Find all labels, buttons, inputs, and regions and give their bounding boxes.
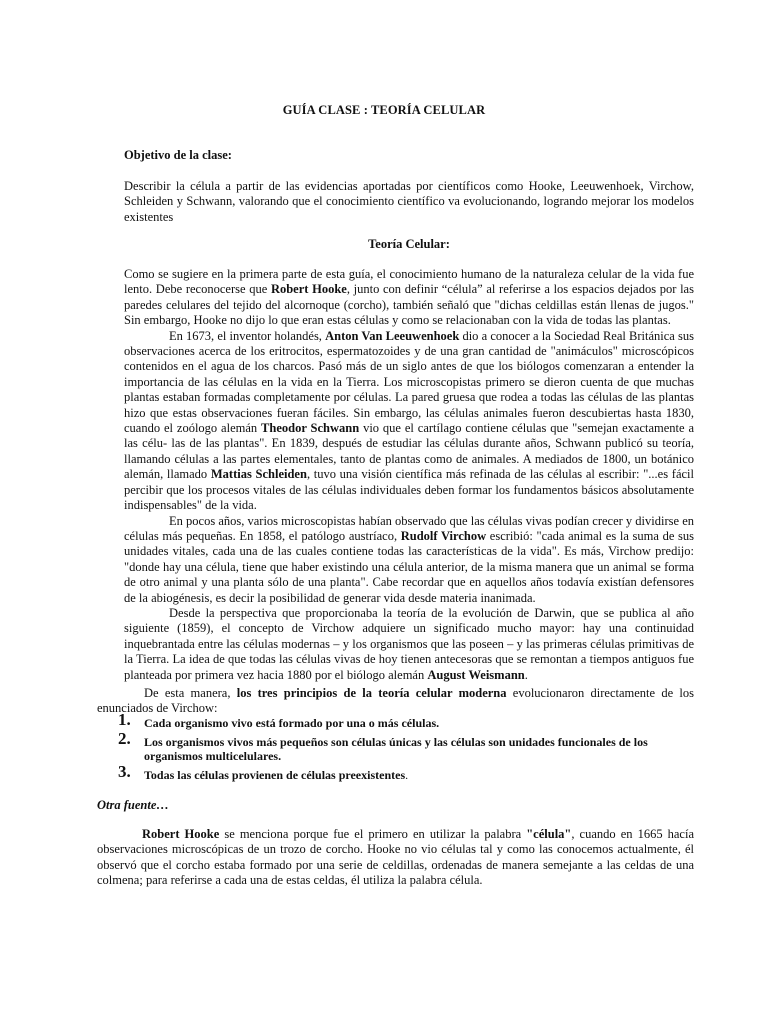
name-schwann: Theodor Schwann [261, 421, 360, 436]
text-span: dio a conocer a la Sociedad Real Británica sus observaciones acerca de los eritrocitos, espermatozoides y de una gran cantidad de "animáculos" microscópicos contenidos en el agua de los charcos. Pasó más de un siglo antes de que los biólogos comenzaran a entender la importancia de las células en la vida en la Tierra. Los microscopistas primero se dieron cuenta de que muchas plantas estaban formadas completamente por células. La pared gruesa que rodea a todas las células de las plantas hizo que estas observaciones fueran fáciles. Sin embargo, las células animales fueron descubiertas hasta 1830, cuando el zoólogo alemán [124, 328, 694, 436]
list-text: Los organismos vivos más pequeños son células únicas y las células son unidades funcionales de los organismos multicelulares. [144, 734, 648, 764]
text-span: , tuvo una visión científica más refinada de las células al escribir: "...es fácil percibir que los procesos vitales de las células individuales deben formar los fundamentos básicos absolutamente indispensables" de la vida. [124, 467, 694, 513]
text-span: En 1673, el inventor holandés, [169, 328, 326, 343]
list-text: Cada organismo vivo está formado por una o más células. [144, 716, 440, 730]
cell-theory-body [124, 267, 694, 683]
principles-list [118, 710, 698, 782]
page-title: GUÍA CLASE : TEORÍA CELULAR [282, 103, 486, 117]
text-span: De esta manera, [144, 686, 237, 700]
list-number: 1. [118, 710, 131, 729]
list-item [118, 761, 698, 783]
text-span: En pocos años, varios microscopistas habían observado que las células vivas podían crecer y dividirse en células más pequeñas. En 1858, el patólogo austríaco, [124, 513, 694, 543]
list-number: 2. [118, 728, 131, 748]
hooke-other-text [97, 827, 694, 889]
name-weismann: August Weismann [427, 667, 525, 682]
objective-text: Describir la célula a partir de las evidencias aportadas por científicos como Hooke, Leeuwenhoek, Virchow, Schleiden y Schwann, valorando que el conocimiento científico va evolucionando, logrando mejorar los modelos existentes [124, 179, 694, 224]
text-span: , junto con definir “célula” al referirse a los espacios dejados por las paredes celulares del tejido del alcornoque (corcho), también señaló que "dichas celdillas están llenas de jugos." Sin embargo, Hooke no dijo lo que eran estas células y como se relacionaban con la vida de todas las plantas. [124, 282, 694, 328]
bold-principles: los tres principios de la teoría celular moderna [236, 686, 507, 700]
objective-paragraph [124, 179, 694, 225]
list-text: Todas las células provienen de células preexistentes [144, 767, 406, 782]
paragraph-principles-intro [97, 686, 694, 717]
text-span: evolucionaron directamente de los enunciados de Virchow: [97, 686, 694, 716]
paragraph-hooke-other-source [97, 827, 694, 889]
other-source-heading: Otra fuente… [97, 798, 169, 812]
text-span: Desde la perspectiva que proporcionaba la teoría de la evolución de Darwin, que se publica al año siguiente (1859), el concepto de Virchow adquiere un significado mucho mayor: hay una continuidad inquebrantada entre las células modernas – y los organismos que las poseen – y las primeras células primitivas de la Tierra. La idea de que todas las células vivas de hoy tienen antecesoras que se remontan a tiempos antiguos fue planteada por primera vez hacia 1880 por el biólogo alemán [124, 605, 694, 682]
list-tail: . [405, 767, 409, 782]
cell-theory-heading: Teoría Celular: [368, 237, 450, 251]
name-virchow: Rudolf Virchow [400, 528, 487, 543]
list-item [118, 710, 698, 731]
name-schleiden: Mattias Schleiden [210, 467, 307, 482]
list-number: 3. [118, 761, 131, 781]
text-span: se menciona porque fue el primero en utilizar la palabra [219, 827, 527, 841]
bold-celula: "célula" [526, 827, 572, 841]
name-robert-hooke: Robert Hooke [142, 827, 220, 841]
paragraph-leeuwenhoek [124, 329, 694, 514]
name-leeuwenhoek: Anton Van Leeuwenhoek [325, 328, 460, 343]
name-robert-hooke: Robert Hooke [270, 282, 347, 297]
text-span: Como se sugiere en la primera parte de esta guía, el conocimiento humano de la naturaleza celular de la vida fue lento. Debe reconocerse que [124, 267, 694, 297]
text-span: , cuando en 1665 hacía observaciones microscópicas de un trozo de corcho. Hooke no vio células tal y como las conocemos actualmente, él observó que el corcho estaba formado por una serie de celdillas, ordenadas de manera semejante a las celdas de una colmena; para referirse a cada una de estas celdas, él utiliza la palabra célula. [97, 827, 694, 888]
text-span: escribió: "cada animal es la suma de sus unidades vitales, cada una de las cuales contiene todas las características de la vida". Es más, Virchow predijo: "donde hay una célula, tiene que haber existindo una célula anterior, de la misma manera que un animal se forma de otro animal y una planta sólo de una planta". Cabe recordar que en aquellos años todavía existían defensores de la abiogénesis, es decir la posibilidad de generar vida desde materia inanimada. [124, 528, 695, 605]
text-span: vio que el cartílago contiene células que "semejan exactamente a las célu- las de las plantas". En 1839, después de estudiar las células durante años, Schwann publicó su teoría, llamando células a las partes elementales, tanto de plantas como de animales. A mediados de 1800, un botánico alemán, llamado [124, 421, 694, 482]
paragraph-darwin [124, 606, 694, 683]
principles-intro-text [97, 686, 694, 717]
paragraph-virchow [124, 514, 694, 606]
paragraph-hooke [124, 267, 694, 329]
objective-heading: Objetivo de la clase: [124, 148, 232, 162]
list-item [118, 728, 698, 764]
text-span: . [524, 667, 528, 682]
